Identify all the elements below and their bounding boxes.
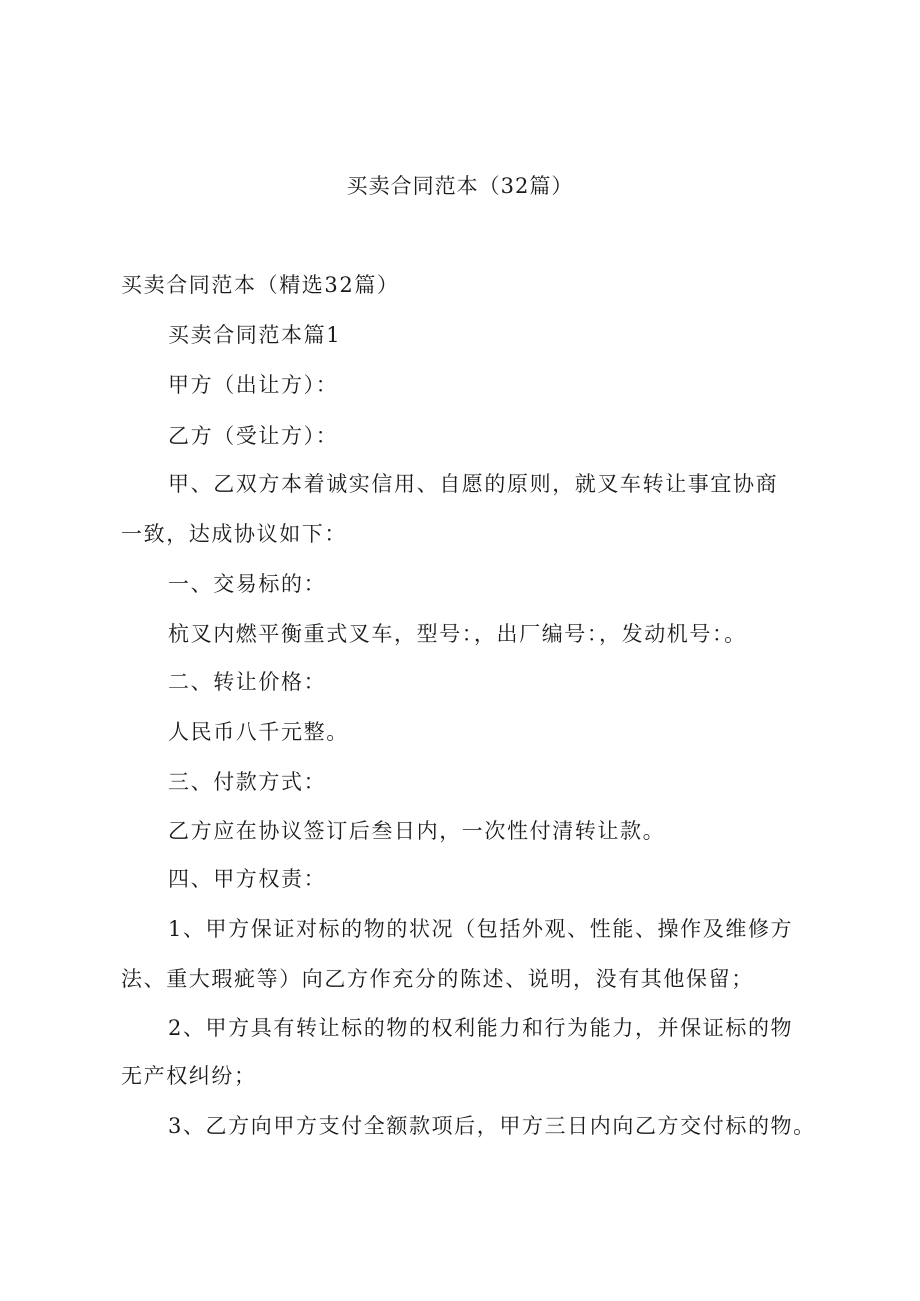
paragraph-line: 1、甲方保证对标的物的状况（包括外观、性能、操作及维修方 xyxy=(168,917,794,941)
paragraph-line: 一致，达成协议如下： xyxy=(121,522,347,546)
doc-subtitle: 买卖合同范本（精选32篇） xyxy=(121,273,400,297)
clause-heading: 一、交易标的： xyxy=(168,572,327,596)
clause-heading: 二、转让价格： xyxy=(168,670,327,694)
clause-heading: 四、甲方权责： xyxy=(168,867,327,891)
party-a-line: 甲方（出让方）： xyxy=(168,373,339,397)
paragraph-line: 无产权纠纷； xyxy=(121,1064,257,1088)
document-title: 买卖合同范本（32篇） xyxy=(346,174,574,198)
paragraph-line: 人民币八千元整。 xyxy=(168,720,349,744)
clause-heading: 三、付款方式： xyxy=(168,770,327,794)
paragraph-line: 法、重大瑕疵等）向乙方作充分的陈述、说明，没有其他保留； xyxy=(121,967,754,991)
section-heading: 买卖合同范本篇1 xyxy=(168,323,342,347)
paragraph-line: 杭叉内燃平衡重式叉车，型号：，出厂编号：，发动机号：。 xyxy=(168,622,747,646)
paragraph-line: 3、乙方向甲方支付全额款项后，甲方三日内向乙方交付标的物。 xyxy=(168,1114,816,1138)
paragraph-line: 乙方应在协议签订后叁日内，一次性付清转让款。 xyxy=(168,819,666,843)
paragraph-line: 2、甲方具有转让标的物的权利能力和行为能力，并保证标的物 xyxy=(168,1016,794,1040)
paragraph-line: 甲、乙双方本着诚实信用、自愿的原则，就叉车转让事宜协商 xyxy=(168,472,779,496)
party-b-line: 乙方（受让方）： xyxy=(168,424,339,448)
